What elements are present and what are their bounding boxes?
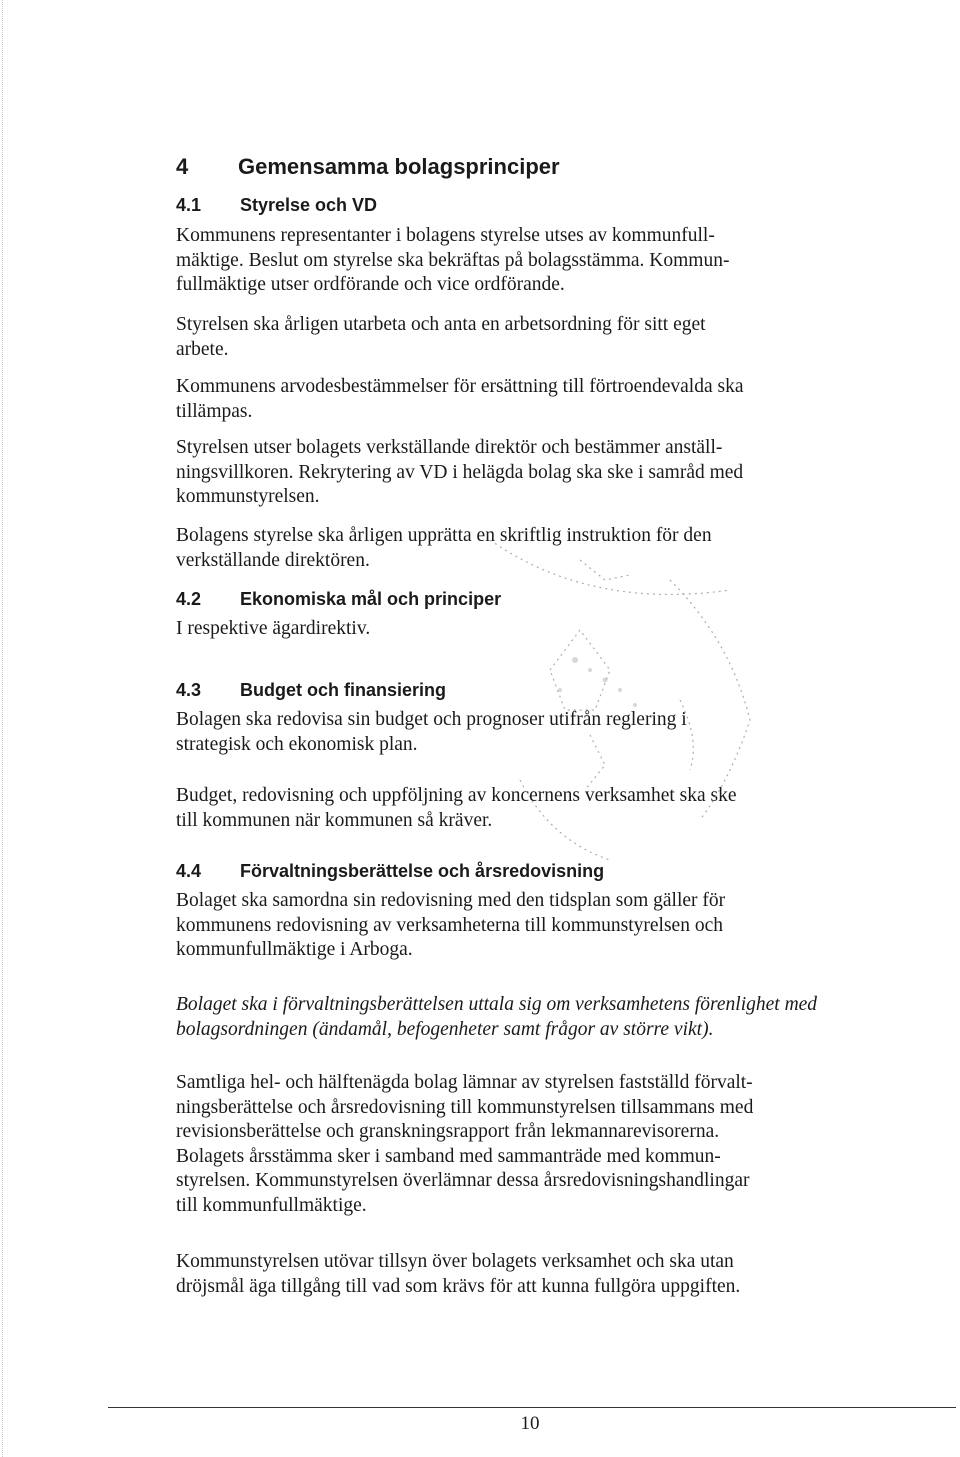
subsection-heading	[176, 678, 446, 702]
page-number: 10	[520, 1413, 540, 1434]
paragraph: Styrelsen utser bolagets verkställande direktör och bestämmer anställ- ningsvillkoren. Rekrytering av VD i helägda bolag ska ske i samråd med kommunstyrelsen.	[176, 437, 744, 507]
paragraph: Bolaget ska samordna sin redovisning med den tidsplan som gäller för kommunens redovisning av verksamheterna till kommunstyrelsen och kommunfullmäktige i Arboga.	[176, 890, 726, 960]
subsection-title: Ekonomiska mål och principer	[240, 589, 502, 609]
subsection-number: 4.3	[176, 680, 202, 700]
paragraph: Bolagens styrelse ska årligen upprätta en skriftlig instruktion för den verkställande direktören.	[176, 525, 712, 571]
subsection-number: 4.2	[176, 589, 202, 609]
paragraph: Kommunens arvodesbestämmelser för ersättning till förtroendevalda ska tillämpas.	[176, 376, 744, 422]
paragraph: Samtliga hel- och hälftenägda bolag lämnar av styrelsen fastställd förvalt- ningsberättelse och årsredovisning till kommunstyrelsen tillsammans med revisionsberättelse och granskningsrapport från lekmannarevisorerna. Bolagets årsstämma sker i samband med sammanträde med kommun- styrelsen. Kommunstyrelsen överlämnar dessa årsredovisningshandlingar till kommunfullmäktige.	[176, 1072, 754, 1216]
section-number: 4	[176, 154, 189, 179]
paragraph: Styrelsen ska årligen utarbeta och anta en arbetsordning för sitt eget arbete.	[176, 314, 706, 360]
section-title: Gemensamma bolagsprinciper	[238, 154, 560, 179]
subsection-title: Budget och finansiering	[240, 680, 447, 700]
italic-paragraph: Bolaget ska i förvaltningsberättelsen uttala sig om verksamhetens förenlighet med bolagsordningen (ändamål, befogenheter samt frågor av större vikt).	[176, 994, 818, 1040]
footer-rule	[108, 1407, 956, 1408]
subsection-number: 4.4	[176, 861, 202, 881]
subsection-number: 4.1	[176, 195, 202, 215]
scan-edge	[2, 0, 11, 1457]
paragraph: Kommunstyrelsen utövar tillsyn över bolagets verksamhet och ska utan dröjsmål äga tillgång till vad som krävs för att kunna fullgöra uppgiften.	[176, 1251, 741, 1297]
faint-stamp-mark	[430, 520, 790, 880]
subsection-title: Styrelse och VD	[240, 195, 378, 215]
paragraph: Budget, redovisning och uppföljning av koncernens verksamhet ska ske till kommunen när kommunen så kräver.	[176, 785, 737, 831]
paragraph: Kommunens representanter i bolagens styrelse utses av kommunfull- mäktige. Beslut om styrelse ska bekräftas på bolagsstämma. Kommun- fullmäktige utser ordförande och vice ordförande.	[176, 225, 730, 295]
subsection-title: Förvaltningsberättelse och årsredovisning	[240, 861, 605, 881]
paragraph: I respektive ägardirektiv.	[176, 618, 371, 639]
section-heading	[176, 152, 560, 182]
subsection-heading	[176, 193, 377, 217]
paragraph: Bolagen ska redovisa sin budget och prognoser utifrån reglering i strategisk och ekonomisk plan.	[176, 709, 687, 755]
